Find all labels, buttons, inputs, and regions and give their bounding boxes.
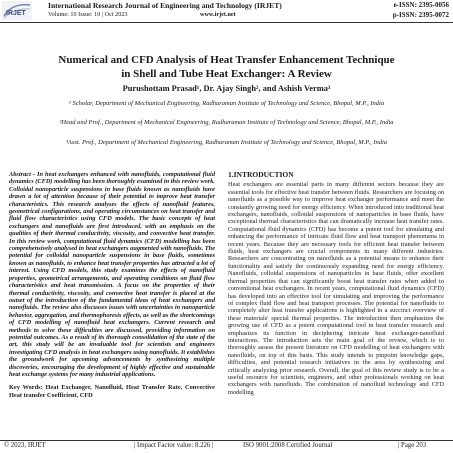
abstract-column xyxy=(9,171,215,399)
footer-certification: ISO 9001:2008 Certified Journal xyxy=(243,442,333,449)
journal-name: International Research Journal of Engineering and Technology (IRJET) xyxy=(48,1,282,10)
footer-page-number: | Page 203 xyxy=(398,442,427,449)
eissn: e-ISSN: 2395-0056 xyxy=(393,1,449,9)
logo-text: IRJET xyxy=(6,10,26,17)
footer-impact-factor: | Impact Factor value: 8.226 | xyxy=(134,442,214,449)
introduction-text: Heat exchangers are essential parts in many different sectors because they are essential tools for effective heat transfer between fluids. Researchers are focusing on nanofluids as a possible way to improve heat exchanger performance and meet the constantly growing need for energy efficiency. When introduced into traditional heat exchangers, nanofluids, colloidal suspensions of nanoparticles in base fluids, have exceptional thermal characteristics that can dramatically increase heat transfer rates. Computational fluid dynamics (CFD) has become a potent tool for simulating and enhancing the performance of intricate fluid flow and heat transport phenomena in recent years. Because they are necessary tools for efficient heat transfer between fluids, heat exchangers are crucial components in many different industries. Researchers are concentrating on nanofluids as a potential means to enhance their functionality and satisfy the continuously expanding need for energy efficiency. Nanofluids, colloidal suspensions of nanoparticles in base fluids, offer excellent thermal properties that can significantly boost heat transfer rates when added to conventional heat exchangers. In recent years, computational fluid dynamics (CFD) has developed into an effective tool for simulating and improving the performance of complex fluid flow and heat transport processes. The potential for nanofluids to completely alter heat transfer applications is highlighted in a succinct overview of these materials' special thermal properties. The introduction then emphasizes the growing use of CFD as a potent computational tool in heat transfer research and emphasizes its function in deciphering intricate heat exchanger-nanofluid interactions. The introduction sets the main goal of the review, which is to thoroughly assess the present literature on CFD modelling of heat exchangers with nanofluids, on top of this basis. This study intends to pinpoint knowledge gaps, difficulties, and potential research initiatives in the area by synthesizing and critically analyzing prior research. Overall, the goal of this review study is to be a useful resource for scientists, engineers, and other professionals working on heat exchangers with nanofluids. The combination of nanofluid technology and CFD modelling xyxy=(228,181,444,396)
irjet-logo xyxy=(2,1,32,20)
page-footer xyxy=(0,442,453,453)
journal-website[interactable]: www.irjet.net xyxy=(200,11,236,18)
footer-divider xyxy=(0,440,453,441)
abstract-text: Abstract - In heat exchangers enhanced with nanofluids, computational fluid dynamics (CFD) modelling has been thoroughly examined in this review work. Colloidal nanoparticle suspensions in base fluids known as nanofluids have drawn a lot of attention because of their potential to improve heat transfer characteristics. This research analyses the effects of nanofluid features, geometrical configurations, and operating circumstances on heat transfer and fluid flow characteristics using CFD models. The basic concepts of heat exchangers and nanofluids are first introduced, with an emphasis on the qualities of their thermal conductivity, viscosity, and convective heat transfer. In this review work, computational fluid dynamics (CFD) modelling has been comprehensively analysed in heat exchangers augmented with nanofluids. The potential for colloidal nanoparticle suspensions in base fluids, sometimes known as nanofluids, to enhance heat transfer properties has attracted a lot of interest. Using CFD models, this study examines the effects of nanofluid properties, geometrical arrangements, and operating conditions on fluid flow characteristics and heat transmission. A focus on the properties of their thermal conductivity, viscosity, and convective heat transfer is placed at the outset of the introduction of the fundamental ideas of heat exchangers and nanofluids. The review also discusses issues with uncertainties in nanoparticle behavior, aggregation, and thermophoresis effects, as well as the shortcomings of CFD modelling of nanofluid heat exchangers. Current research and methods to solve these difficulties are discussed, providing information on potential outcomes. As a result of its thorough consolidation of the state of the art, this study will be an invaluable tool for scientists and engineers investigating CFD analysis in heat exchangers using nanofluids. It establishes the groundwork for upcoming advancements by synthesizing multiple discoveries, encouraging the development of highly effective and sustainable heat exchange systems for many industrial applications. xyxy=(9,171,216,378)
title-line-2: in Shell and Tube Heat Exchanger: A Review xyxy=(121,68,332,80)
introduction-column xyxy=(228,171,444,396)
footer-copyright: © 2023, IRJET xyxy=(4,442,46,449)
title-line-1: Numerical and CFD Analysis of Heat Transfer Enhancement Technique xyxy=(58,54,395,66)
pissn: p-ISSN: 2395-0072 xyxy=(392,11,449,19)
keywords: Key Words: Heat Exchanger, Nanofluid, Heat Transfer Rate, Convective Heat transfer Coefficient, CFD xyxy=(9,384,215,399)
paper-title xyxy=(10,53,443,81)
volume-issue: Volume: 10 Issue: 10 | Oct 2023 xyxy=(48,11,128,18)
header-divider xyxy=(0,22,453,23)
affiliation-2: ²Head and Prof., Department of Mechanical Engineering, Radharaman Institute of Technology and Science, Bhopal, M.P., India xyxy=(59,119,394,126)
affiliation-1: ¹ Scholar, Department of Mechanical Engineering, Radharaman Institute of Technology and Science, Bhopal, M.P., India xyxy=(68,100,385,107)
affiliation-3: ³Asst. Prof., Department of Mechanical Engineering, Radharaman Institute of Technology and Science, Bhopal, M.P., India xyxy=(65,139,388,146)
author-list: Purushottam Prasad¹, Dr. Ajay Singh², and Ashish Verma³ xyxy=(122,84,331,93)
journal-header xyxy=(0,0,453,22)
introduction-heading: 1.INTRODUCTION xyxy=(228,170,294,179)
